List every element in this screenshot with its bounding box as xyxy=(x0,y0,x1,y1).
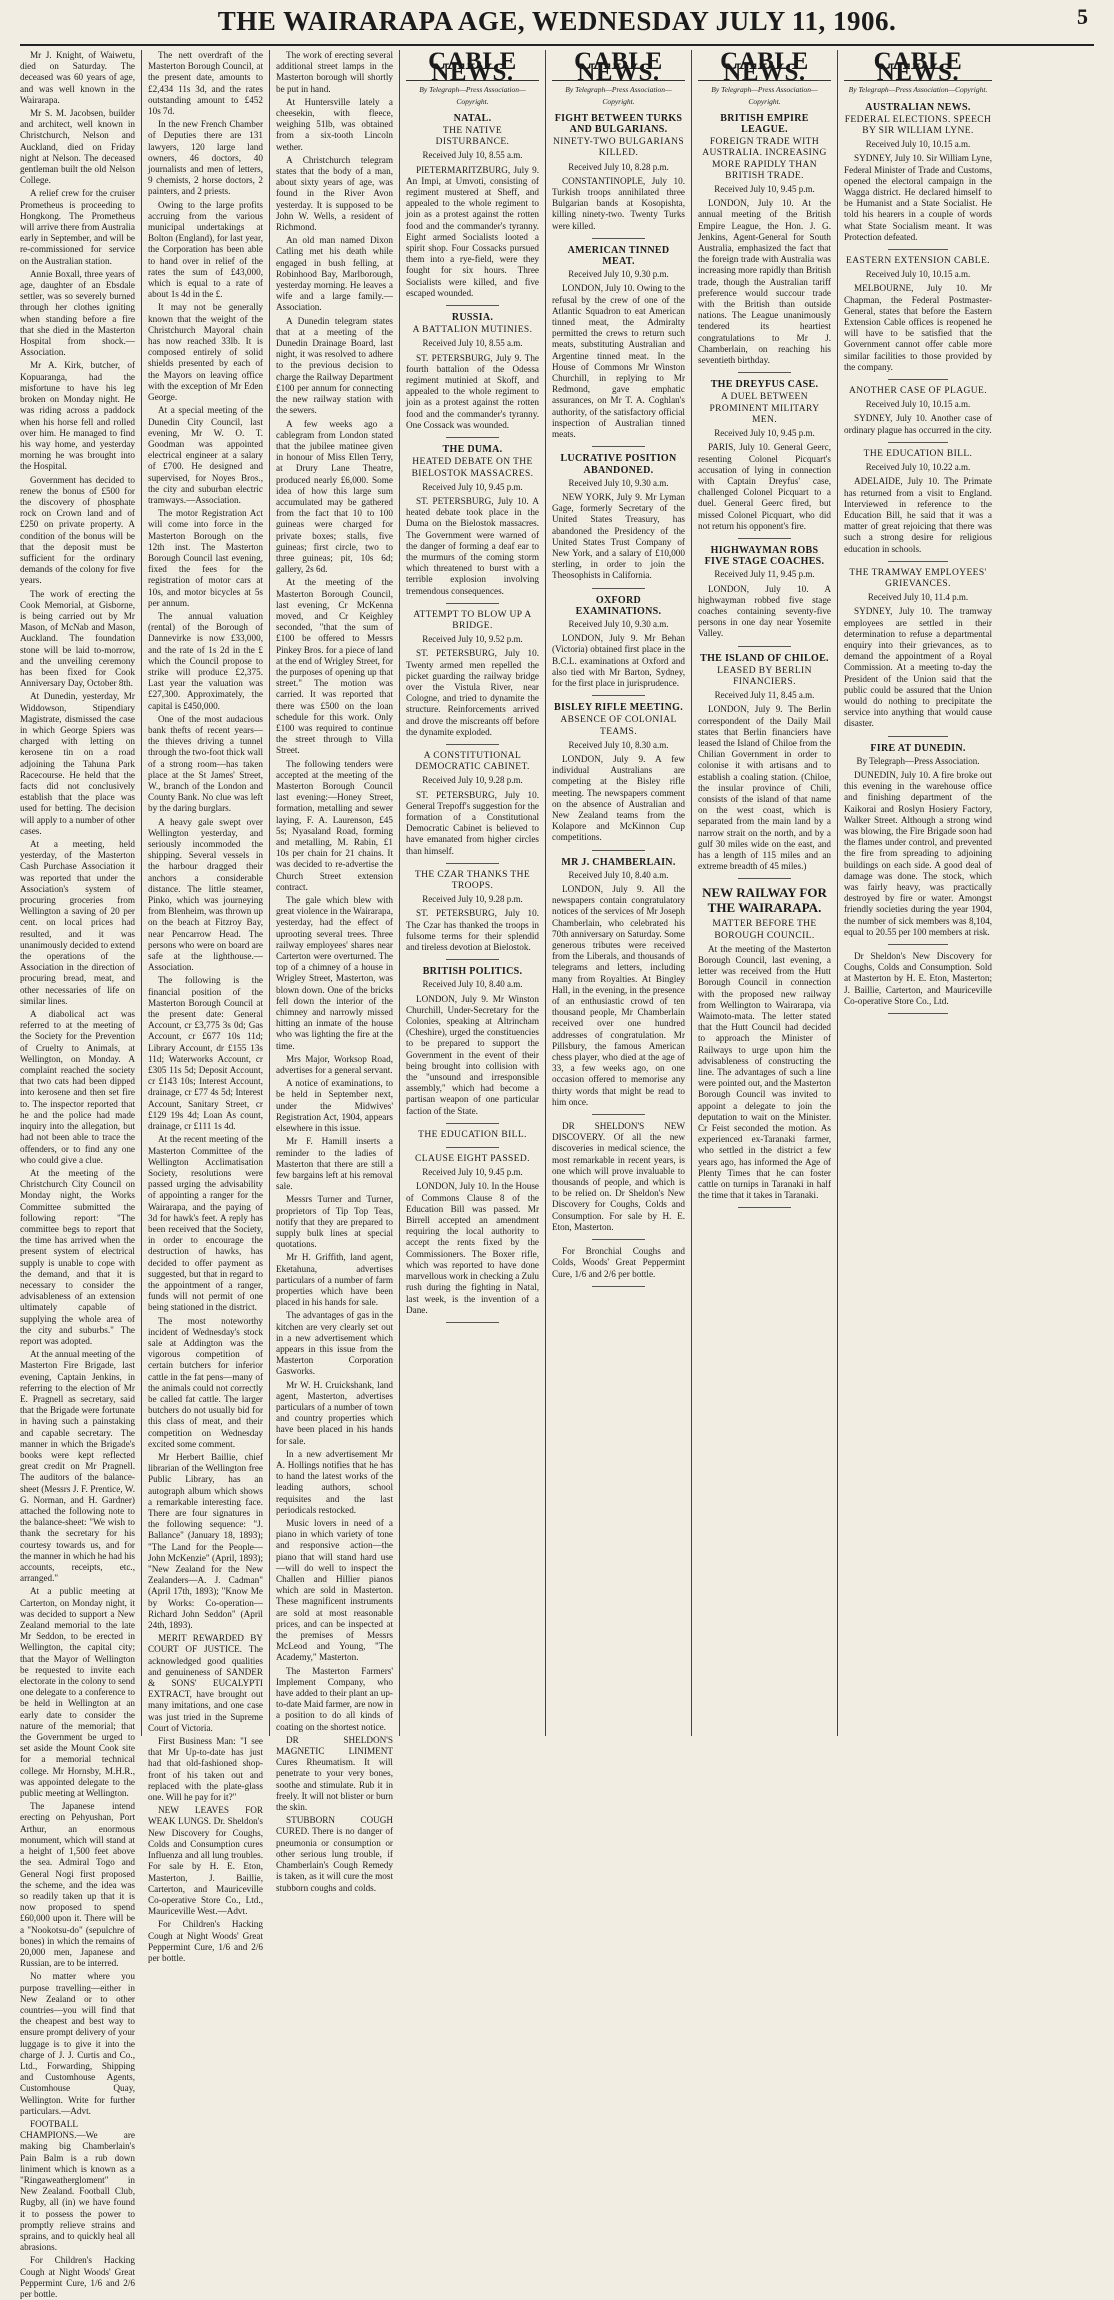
cable-news-heading: CABLE NEWS. xyxy=(406,50,539,81)
news-text: CONSTANTINOPLE, July 10. Turkish troops annihilated three Bulgarian bands at Kosopishta, killing ninety-two. Twenty Turks were killed. xyxy=(552,175,685,231)
received-dateline: Received July 10, 8.30 a.m. xyxy=(568,739,669,750)
article-paragraph: For Children's Hacking Cough at Night Woods' Great Peppermint Cure, 1/6 and 2/6 per bottle. xyxy=(148,1919,263,1963)
article-paragraph: At Huntersville lately a cheesekin, with fleece, weighing 51lb, was obtained from a six-tooth Lincoln wether. xyxy=(276,96,393,152)
cable-byline: By Telegraph—Press Association—Copyright. xyxy=(565,85,672,106)
cable-byline: By Telegraph—Press Association—Copyright. xyxy=(419,85,526,106)
news-text: LONDON, July 10. At the annual meeting of the British Empire League, the Hon. J. G. Jenkins, Agent-General for South Australia, emphasized the fact that the foreign trade with Australia was increasing more rapidly than British trade, though the Australian tariff preference would succour trade with the British than outside nations. The League unanimously tendered its heartiest congratulations to Mr J. Chamberlain, on reaching his seventieth birthday. xyxy=(698,198,831,366)
received-dateline: Received July 11, 8.45 a.m. xyxy=(714,690,815,701)
article-paragraph: One of the most audacious bank thefts of recent years—the thieves driving a tunnel through the two-foot thick wall of a strong room—has taken place at the St James' Street, W., branch of the London and County Bank. No clue was left by the daring burglars. xyxy=(148,713,263,814)
section-divider xyxy=(888,736,947,737)
section-divider xyxy=(446,305,499,306)
news-text: ADELAIDE, July 10. The Primate has returned from a visit to England. Interviewed in reference to the Education Bill, he said that it was a matter of great rejoicing that there was such a strong desire for religious education in schools. xyxy=(844,476,992,554)
section-subheading: THE CZAR THANKS THE TROOPS. xyxy=(414,869,531,891)
section-heading: BRITISH POLITICS. xyxy=(422,966,523,978)
column-4-cable-news xyxy=(400,50,546,1736)
section-heading: NATAL. xyxy=(453,112,492,124)
section-divider xyxy=(592,1239,645,1240)
article-paragraph: At Dunedin, yesterday, Mr Widdowson, Stipendiary Magistrate, dismissed the case in which George Spiers was charged with letting on kerosene tin on a road adjoining the Tahuna Park Racecourse. He held that the facts did not conclusively establish that the place was used for betting. The decision will apply to a number of other cases. xyxy=(20,691,135,836)
section-heading: FIGHT BETWEEN TURKS AND BULGARIANS. xyxy=(554,112,683,136)
received-dateline: Received July 10, 9.52 p.m. xyxy=(422,634,523,645)
news-text: LONDON, July 9. Mr Winston Churchill, Under-Secretary for the Colonies, speaking at Altrincham (Cheshire), urged the constituencies to be prepared to support the Government in the event of their being brought into collision with the "unsound and irresponsible assembly," which had become a partisan weapon of one particular faction of the State. xyxy=(406,993,539,1116)
news-text: LONDON, July 9. A few individual Australians are competing at the Bisley rifle meeting. The newspapers comment on the absence of Australian and New Zealand teams from the Kolapore and McKinnon Cup competitions. xyxy=(552,753,685,843)
section-heading: THE DREYFUS CASE. xyxy=(710,379,819,391)
section-divider xyxy=(738,646,791,647)
news-text: LONDON, July 9. Mr Behan (Victoria) obtained first place in the B.C.L. examinations at Oxford and also tied with Mr Barton, Sydney, for the first place in jurisprudence. xyxy=(552,633,685,688)
section-divider xyxy=(446,959,499,960)
section-subheading: FEDERAL ELECTIONS. SPEECH BY SIR WILLIAM LYNE. xyxy=(844,114,992,137)
received-dateline: Received July 10, 8.55 a.m. xyxy=(422,338,523,349)
article-paragraph: The most noteworthy incident of Wednesday's stock sale at Addington was the vigorous competition of certain butchers for inferior cattle in the fat pens—many of the animals could not correctly be called fat cattle. The larger butchers do not usually bid for this class of meat, and their competition on Wednesday excited some comment. xyxy=(148,1315,263,1449)
section-heading: HIGHWAYMAN ROBS FIVE STAGE COACHES. xyxy=(704,544,825,568)
news-text: ST. PETERSBURG, July 10. Twenty armed men repelled the picket guarding the railway bridge over the Vistula River, near Cologne, and tried to dynamite the structure. Reinforcements arrived and drove the miscreants off before the dynamite exploded. xyxy=(406,648,539,737)
section-subheading: A DUEL BETWEEN PROMINENT MILITARY MEN. xyxy=(709,392,820,425)
section-subheading: THE TRAMWAY EMPLOYEES' GRIEVANCES. xyxy=(849,567,987,589)
article-paragraph: A Dunedin telegram states that at a meeting of the Dunedin Drainage Board, last night, it was resolved to adhere to the previous decision to charge the Railway Department £100 per annum for connecting the new railway station with the sewers. xyxy=(276,315,393,416)
section-divider xyxy=(592,850,645,851)
article-paragraph: A relief crew for the cruiser Prometheus is proceeding to Hongkong. The Prometheus will arrive there from Australia early in September, and will be re-commissioned for service on the Australian station. xyxy=(20,188,135,266)
section-heading: BRITISH EMPIRE LEAGUE. xyxy=(720,112,809,136)
article-paragraph: Mr J. Knight, of Waiwetu, died on Saturday. The deceased was 60 years of age, and was well known in the Wairarapa. xyxy=(20,50,135,105)
section-divider xyxy=(888,561,947,562)
section-divider xyxy=(592,238,645,239)
section-divider xyxy=(446,863,499,864)
section-subheading: ANOTHER CASE OF PLAGUE. xyxy=(849,386,987,397)
section-divider xyxy=(446,1123,499,1124)
received-dateline: Received July 10, 9.30 p.m. xyxy=(568,269,669,280)
column-5-cable-news xyxy=(546,50,692,1736)
news-text: For Bronchial Coughs and Colds, Woods' Great Peppermint Cure, 1/6 and 2/6 per bottle. xyxy=(552,1246,685,1279)
section-heading: LUCRATIVE POSITION ABANDONED. xyxy=(560,453,677,476)
received-dateline: Received July 11, 9.45 p.m. xyxy=(714,569,815,580)
section-subheading: MATTER BEFORE THE BOROUGH COUNCIL. xyxy=(712,919,817,941)
news-text: PIETERMARITZBURG, July 9. An Impi, at Umvoti, consisting of regiment mustered at Sheff, and appealed to the whole regiment to join as a protest against the rotten food and the commander's tyranny. Eight armed Socialists looted a spirit shop. Four Cossacks pursued them into a rye-field, were they fought for six hours. Three Socialists were killed, and five escaped wounded. xyxy=(406,164,539,298)
article-paragraph: A few weeks ago a cablegram from London stated that the jubilee matinee given in honour of Miss Ellen Terry, at Drury Lane Theatre, produced nearly £6,000. Some idea of how this large sum accumulated may be gathered from the fact that 10 to 100 guineas were charged for private boxes; stalls, five guineas; first circle, two to three guineas; pit, 10s 6d; gallery, 2s 6d. xyxy=(276,418,393,575)
section-divider xyxy=(888,379,947,380)
article-paragraph: Mr Herbert Baillie, chief librarian of the Wellington free Public Library, has an autograph album which shows a remarkable interesting face. There are four signatures in the following sequence: "J. Ballance" (January 18, 1893); "The Land for the People—John McKenzie" (April, 1893); "New Zealand for the New Zealanders—A. J. Cadman" (April 17th, 1893); "Know Me by Works: Co-operation—Richard John Seddon" (April 24th, 1893). xyxy=(148,1451,263,1631)
article-paragraph: At the meeting of the Masterton Borough Council, last evening, Cr McKenna moved, and Cr Keighley seconded, "that the sum of £100 be offered to Messrs Pinkey Bros. for a piece of land at the end of Wrigley Street, for the purposes of opening up that street." The motion was carried. It was reported that there was £500 on the loan schedule for this work. Only £100 was required to continue the street through to Villa Street. xyxy=(276,577,393,756)
article-paragraph: In a new advertisement Mr A. Hollings notifies that he has to hand the latest works of the leading authors, school requisites and the last periodicals restocked. xyxy=(276,1448,393,1515)
article-paragraph: Messrs Turner and Turner, proprietors of Tip Top Teas, notify that they are prepared to supply bulk lines at special quotations. xyxy=(276,1194,393,1250)
news-text: LONDON, July 9. All the newspapers contain congratulatory notices of the services of Mr Joseph Chamberlain, who celebrated his 70th anniversary on Saturday. Some generous tributes were received from the Liberals, and thousands of telegrams and letters, including many from Royalties. At Bingley Hall, in the evening, in the presence of an enthusiastic crowd of ten thousand people, Mr Chamberlain received over one hundred addresses of congratulation. Mr Pillsbury, the famous American chess player, who died at the age of 33, a few weeks ago, on one occasion offered to memorise any thirty words that might be read to him once. xyxy=(552,884,685,1107)
section-divider xyxy=(592,1114,645,1115)
section-subheading: ATTEMPT TO BLOW UP A BRIDGE. xyxy=(413,609,532,631)
cable-news-heading: CABLE NEWS. xyxy=(844,50,992,81)
article-paragraph: A Christchurch telegram states that the body of a man, about sixty years of age, was found in the River Avon yesterday. It is supposed to be John W. Wells, a resident of Richmond. xyxy=(276,154,393,233)
received-dateline: Received July 10, 10.15 a.m. xyxy=(865,399,971,410)
article-paragraph: At a special meeting of the Dunedin City Council, last evening, Mr W. O. T. Goodman was appointed electrical engineer at a salary of £700. He designed and supervised, for Noyes Bros., the city and suburban electric tramways.—Association. xyxy=(148,405,263,505)
article-paragraph: The Japanese intend erecting on Pehyushan, Port Arthur, an enormous monument, which will stand at a height of 1,500 feet above the sea. Admiral Togo and General Nogi first proposed the scheme, and the idea was so readily taken up that it is now proposed to spend £60,000 upon it. There will be a "Nookotsu-do" (sepulchre of bones) in which the remains of 20,000 men, Japanese and Russian, are to be interred. xyxy=(20,1801,135,1969)
received-dateline: Received July 10, 9.30 a.m. xyxy=(568,618,669,629)
received-dateline: Received July 10, 8.55 a.m. xyxy=(422,150,523,161)
received-dateline: Received July 10, 9.28 p.m. xyxy=(422,894,523,905)
section-heading: NEW RAILWAY FOR THE WAIRARAPA. xyxy=(702,885,827,916)
section-subheading: THE EDUCATION BILL. xyxy=(863,448,973,459)
article-paragraph: At the annual meeting of the Masterton Fire Brigade, last evening, Captain Jenkins, in referring to the election of Mr E. Pragnell as secretary, said that the Brigade were fortunate in having such a painstaking and capable secretary. The manner in which the Brigade's books were kept reflected great credit on Mr Pragnell. The auditors of the balance-sheet (Messrs J. F. Prentice, W. G. Norman, and H. Gardner) attached the following note to the balance-sheet: "We wish to thank the secretary for his courtesy towards us, and for the manner in which he had his accounts, receipts, etc., arranged." xyxy=(20,1349,135,1584)
article-paragraph: A notice of examinations, to be held in September next, under the Midwives' Registration Act, 1904, appears elsewhere in this issue. xyxy=(276,1078,393,1134)
article-paragraph: The following is the financial position of the Masterton Borough Council at the present date: General Account, cr £3,775 3s 0d; Gas Account, cr £677 10s 11d; Library Account, dr £155 13s 11d; Waterworks Account, cr £305 11s 5d; Deposit Account, cr £143 10s; Interest Account, drainage, cr £77 4s 5d; Interest Account, Sanitary Street, cr £129 19s 4d; Loan As count, drainage, cr £111 1s 4d. xyxy=(148,975,263,1132)
news-text: ST. PETERSBURG, July 9. The fourth battalion of the Odessa regiment mutinied at Skoff, and appealed to the whole regiment to join as a protest against the rotten food and the commander's tyranny. One Cossack was wounded. xyxy=(406,352,539,430)
section-heading: OXFORD EXAMINATIONS. xyxy=(575,594,662,617)
news-text: LONDON, July 10. In the House of Commons Clause 8 of the Education Bill was passed. Mr Birrell accepted an amendment requiring the local authority to accept the rents fixed by the Commissioners. The Boxer rifle, which was reported to have done marvellous work in checking a Zulu rush during the fighting in Natal, last week, is the invention of a Dane. xyxy=(406,1181,539,1315)
cable-news-heading: CABLE NEWS. xyxy=(552,50,685,81)
section-divider xyxy=(446,744,499,745)
article-paragraph: Annie Boxall, three years of age, daughter of an Ebsdale settler, was so severely burned through her clothes igniting when standing before a fire that she died in the Masterton Hospital from shock.—Association. xyxy=(20,268,135,358)
received-dateline: Received July 10, 9.45 p.m. xyxy=(422,481,523,492)
column-6-cable-news xyxy=(692,50,838,1736)
article-paragraph: For Children's Hacking Cough at Night Woods' Great Peppermint Cure, 1/6 and 2/6 per bottle. xyxy=(20,2255,135,2300)
section-divider xyxy=(738,1207,791,1208)
newspaper-title: THE WAIRARAPA AGE, WEDNESDAY JULY 11, 1906. xyxy=(217,6,897,36)
article-paragraph: At the meeting of the Christchurch City Council on Monday night, the Works Committee submitted the following report: "The committee begs to report that the time has arrived when the present system of electrical supply is unable to cope with the demand, and that it is necessary to consider the advisableness of an extension ultimately capable of supplying the whole area of the city and suburbs." The report was adopted. xyxy=(20,1167,135,1346)
article-paragraph: STUBBORN COUGH CURED. There is no danger of pneumonia or consumption or other serious lung trouble, if Chamberlain's Cough Remedy is taken, as it will cure the most stubborn coughs and colds. xyxy=(276,1815,393,1893)
section-divider xyxy=(738,878,791,879)
article-paragraph: It may not be generally known that the weight of the Christchurch Mayoral chain has now reached 33lb. It is composed entirely of solid shields presented by each of the Mayors on leaving office with the exception of Mr Eden George. xyxy=(148,302,263,403)
section-divider xyxy=(446,437,499,438)
section-subheading: ABSENCE OF COLONIAL TEAMS. xyxy=(560,715,677,737)
received-dateline: Received July 10, 10.22 a.m. xyxy=(865,462,971,473)
section-subheading: A CONSTITUTIONAL DEMOCRATIC CABINET. xyxy=(415,750,530,773)
section-divider xyxy=(738,538,791,539)
column-1 xyxy=(14,50,142,2300)
article-paragraph: Mr S. M. Jacobsen, builder and architect, well known in Christchurch, Nelson and Auckland, died on Friday night at Nelson. The deceased gentleman built the old Nelson College. xyxy=(20,108,135,186)
section-divider xyxy=(446,1322,499,1323)
article-paragraph: Mr A. Kirk, butcher, of Kopuaranga, had the misfortune to have his leg broken on Monday night. He was riding across a paddock when his horse fell and rolled over him. He managed to find his way home, and yesterday morning he was brought into the Hospital. xyxy=(20,360,135,472)
news-text: LONDON, July 9. The Berlin correspondent of the Daily Mail states that Berlin financiers have leased the Island of Chiloe from the Chilian Government in order to colonise it with artisans and to establish a coaling station. (Chiloe, the insular province of Chili, consists of the island of that name on the west coast, which is separated from the main land by a narrow strait on the north, and by a gulf 30 miles wide on the east, and has a length of 115 miles and an extreme breadth of 45 miles.) xyxy=(698,704,831,872)
article-paragraph: The following tenders were accepted at the meeting of the Masterton Borough Council last evening:—Honey Street, formation, metalling and sewer laying, F. A. Laurenson, £45 5s; Nyasaland Road, forming and metalling, M. Rabin, £1 10s per chain for 21 chains. It was decided to re-advertise the Church Street extension contract. xyxy=(276,758,393,892)
section-heading: MR J. CHAMBERLAIN. xyxy=(561,856,676,868)
article-paragraph: The gale which blew with great violence in the Wairarapa, yesterday, had the effect of uprooting several trees. Three railway employees' shares near Carterton were overturned. The top of a chimney of a house in Wrigley Street, Masterton, was blown down. One of the bricks fell down the interior of the chimney and narrowly missed hitting an inmate of the house who was lighting the fire at the time. xyxy=(276,895,393,1051)
section-subheading: LEASED BY BERLIN FINANCIERS. xyxy=(717,665,812,687)
section-divider xyxy=(888,442,947,443)
section-heading: RUSSIA. xyxy=(451,312,494,324)
article-paragraph: MERIT REWARDED BY COURT OF JUSTICE. The acknowledged good qualities and genuineness of SANDER & SONS' EUCALYPTI EXTRACT, have brought out many imitations, and one case was just tried in the Supreme Court of Victoria. xyxy=(148,1633,263,1733)
article-paragraph: The motor Registration Act will come into force in the Masterton Borough on the 12th inst. The Masterton Borough Council last evening, fixed the fees for the registration of motor cars at 10s, and motor bicycles at 5s per annum. xyxy=(148,508,263,608)
section-divider xyxy=(888,249,947,250)
section-heading: THE ISLAND OF CHILOE. xyxy=(700,652,829,664)
article-paragraph: Government has decided to renew the bonus of £500 for the discovery of phosphate rock on Crown land and of £250 on private property. A condition of the bonus will be that the deposit must be sufficient for the ordinary demands of the colony for five years. xyxy=(20,474,135,586)
section-divider xyxy=(592,588,645,589)
article-paragraph: First Business Man: "I see that Mr Up-to-date has just had that old-fashioned shop-front of his taken out and replaced with the plate-glass one. Will he pay for it?" xyxy=(148,1736,263,1803)
article-paragraph: An old man named Dixon Catling met his death while engaged in bush felling, at Robinhood Bay, Marlborough, yesterday morning. He leaves a wife and a large family.—Association. xyxy=(276,235,393,313)
news-text: DR SHELDON'S NEW DISCOVERY. Of all the new discoveries in medical science, the most remarkable in recent years, is one which will prove invaluable to thousands of people, and which is to be relied on. Dr Sheldon's New Discovery for Coughs, Colds and Consumption. For sale by H. E. Eton, Masterton. xyxy=(552,1121,685,1232)
news-text: Dr Sheldon's New Discovery for Coughs, Colds and Consumption. Sold at Masterton by H. E. Eton, Masterton; J. Baillie, Carterton, and Mauriceville Co-operative Store Co., Ltd. xyxy=(844,951,992,1006)
article-paragraph: The annual valuation (rental) of the Borough of Dannevirke is now £33,000, and the rate of 1s 2d in the £ which the Council propose to strike will produce £2,375. Last year the valuation was £27,300. Approximately, the capital is £450,000. xyxy=(148,610,263,711)
news-text: ST. PETERSBURG, July 10. A heated debate took place in the Duma on the Bielostok massacres. The Government were warned of the danger of forming a deaf ear to the murmurs of the coming storm which threatened to burst with a terrible explosion involving tremendous consequences. xyxy=(406,495,539,596)
article-paragraph: The work of erecting the Cook Memorial, at Gisborne, is being carried out by Mr Mason, of McNab and Mason, Auckland. The foundation stone will be laid to-morrow, and the unveiling ceremony has been fixed for Cook Anniversary Day, October 8th. xyxy=(20,588,135,689)
masthead xyxy=(20,0,1094,46)
article-paragraph: The advantages of gas in the kitchen are very clearly set out in a new advertisement which appears in this issue from the Masterton Corporation Gasworks. xyxy=(276,1310,393,1377)
article-paragraph: Mr H. Griffith, land agent, Eketahuna, advertises particulars of a number of farm properties which have been placed in his hands for sale. xyxy=(276,1252,393,1308)
section-heading: AUSTRALIAN NEWS. xyxy=(865,101,971,113)
article-paragraph: At a meeting, held yesterday, of the Masterton Cash Purchase Association it was reported that under the Association's system of procuring groceries from Wellington a saving of 20 per cent. on local prices had resulted, and it was unanimously decided to extend the operations of the Association in the direction of procuring bread, meat, and other necessaries of life on similar lines. xyxy=(20,839,135,1006)
article-paragraph: The Masterton Farmers' Implement Company, who have added to their plant an up-to-date Maid farmer, are now in a position to do all kinds of coating on the shortest notice. xyxy=(276,1665,393,1732)
section-divider xyxy=(446,1147,499,1148)
news-text: LONDON, July 10. A highwayman robbed five stage coaches containing seventy-five persons in one day near Yosemite Valley. xyxy=(698,583,831,639)
received-dateline: Received July 10, 8.40 a.m. xyxy=(422,979,523,990)
section-heading: BISLEY RIFLE MEETING. xyxy=(553,702,683,714)
article-paragraph: Music lovers in need of a piano in which variety of tone and responsive action—the piano that will stand hard use—will do well to inspect the Challen and Hillier pianos which are sold in Masterton. These magnificent instruments are sold at most reasonable prices, and can be inspected at the premises of Messrs McLeod and Young, "The Academy," Masterton. xyxy=(276,1518,393,1663)
article-paragraph: NEW LEAVES FOR WEAK LUNGS. Dr. Sheldon's New Discovery for Coughs, Colds and Consumption cures Influenza and all lung troubles. For sale by H. E. Eton, Masterton, J. Baillie, Carterton, and Mauriceville Co-operative Store Co., Ltd., Mauriceville West.—Advt. xyxy=(148,1805,263,1917)
article-paragraph: FOOTBALL CHAMPIONS.—We are making big Chamberlain's Pain Balm is a rub down liniment which is known as a "Ringaweathergloment" in New Zealand. Football Club, Rugby, all (in) we have found it to possess the power to promptly relieve strains and sprains, and to quickly heal all abrasions. xyxy=(20,2118,135,2253)
news-text: DUNEDIN, July 10. A fire broke out this evening in the warehouse office and finishing department of the Kaikorai and Roslyn Hosiery Factory, Walker Street. Although a strong wind was blowing, the Fire Brigade soon had the flames under control, and prevented the fire from spreading to adjoining buildings on each side. A good deal of damage was done. The stock, which was fairly heavy, was practically destroyed by fire or water. Amongst friendly societies during the year 1904, the number of sick members was 8,104, equal to 20.55 per 100 members at risk. xyxy=(844,769,992,937)
cable-byline: By Telegraph—Press Association—Copyright. xyxy=(711,85,818,106)
received-dateline: Received July 10, 8.28 p.m. xyxy=(568,161,669,172)
news-text: MELBOURNE, July 10. Mr Chapman, the Federal Postmaster-General, states that before the Eastern Extension Cable offices is reopened he will have to be satisfied that the Government cannot offer cable more similar facilities to those provided by the company. xyxy=(844,283,992,372)
article-paragraph: A heavy gale swept over Wellington yesterday, and seriously incommoded the shipping. Several vessels in the harbour dragged their anchors a considerable distance. The little steamer, Pinko, which was journeying from Blenheim, was thrown up on the beach at Fitzroy Bay, near Pencarrow Head. The persons who were on board are safe at the lighthouse.—Association. xyxy=(148,816,263,973)
received-dateline: Received July 10, 9.45 p.m. xyxy=(714,184,815,195)
news-text: PARIS, July 10. General Geerc, resenting Colonel Picquart's accusation of lying in connection with Captain Dreyfus' case, challenged Colonel Picquart to a duel. General Geerc fired, but missed Colonel Picquart, who did not return his opponent's fire. xyxy=(698,442,831,531)
section-heading: AMERICAN TINNED MEAT. xyxy=(567,244,670,268)
article-paragraph: Owing to the large profits accruing from the various municipal undertakings at Bolton (England), for last year, the Corporation has been able to hand over in relief of the rates the sum of £43,000, which is equal to a rate of about 1s 4d in the £. xyxy=(148,199,263,300)
received-dateline: Received July 10, 10.15 a.m. xyxy=(865,269,971,280)
section-subheading: THE EDUCATION BILL. xyxy=(418,1129,527,1140)
article-paragraph: The work of erecting several additional street lamps in the Masterton borough will shortly be put in hand. xyxy=(276,50,393,94)
received-dateline: Received July 10, 8.40 a.m. xyxy=(568,869,669,880)
section-divider xyxy=(738,372,791,373)
article-paragraph: The nett overdraft of the Masterton Borough Council, at the present date, amounts to £2,434 11s 3d, and the rates outstanding amount to £452 10s 7d. xyxy=(148,50,263,117)
section-heading: THE DUMA. xyxy=(442,444,503,456)
received-dateline: Received July 10, 9.45 p.m. xyxy=(714,428,815,439)
received-dateline: By Telegraph—Press Association. xyxy=(856,755,980,766)
news-text: At the meeting of the Masterton Borough Council, last evening, a letter was received from the Hutt Borough Council in connection with the proposed new railway from Wellington to Wairarapa, via Waimoto-mata. The letter stated that the Hutt Council had decided to approach the Minister of Railways to urge upon him the advisableness of constructing the line. The advantages of such a line were pointed out, and the Masterton Borough Council was invited to appoint a delegate to join the deputation to wait on the Minister. Cr Feist seconded the motion. As experienced ex-Taranaki farmer, who settled in the district a few years ago, has informed the Age of Plenty Times that he can foster cattle on turnips in Taranaki in half the time that it takes in Taranaki. xyxy=(698,943,831,1201)
news-text: SYDNEY, July 10. The tramway employees are settled in their determination to refuse a departmental enquiry into their grievances, as to demand the appointment of a Royal Commission. At a meeting to-day the President of the Union said that the public could be assured that the Union would do nothing to precipitate the service into anything that would cause disaster. xyxy=(844,606,992,729)
article-paragraph: Mr W. H. Cruickshank, land agent, Masterton, advertises particulars of a number of town and country properties which have been placed in his hands for sale. xyxy=(276,1379,393,1446)
news-text: SYDNEY, July 10. Sir William Lyne, Federal Minister of Trade and Customs, opened the electoral campaign in the Wagga district. He declared himself to be Humanist and a State Socialist. He told his hearers in a couple of words what State Socialism meant. It was Protection defeated. xyxy=(844,153,992,242)
section-subheading: HEATED DEBATE ON THE BIELOSTOK MASSACRES. xyxy=(411,457,534,479)
received-dateline: Received July 10, 9.45 p.m. xyxy=(422,1167,523,1178)
article-paragraph: In the new French Chamber of Deputies there are 131 lawyers, 120 large land owners, 46 doctors, 40 journalists and men of letters, 9 chemists, 2 horse doctors, 2 painters, and 2 priests. xyxy=(148,119,263,197)
section-divider xyxy=(888,944,947,945)
news-text: SYDNEY, July 10. Another case of ordinary plague has occurred in the city. xyxy=(844,413,992,435)
received-dateline: Received July 10, 11.4 p.m. xyxy=(867,592,969,603)
received-dateline: Received July 10, 10.15 a.m. xyxy=(865,139,971,150)
news-text: ST. PETERSBURG, July 10. General Trepoff's suggestion for the formation of a Constitutional Democratic Cabinet is believed to have emanated from higher circles than himself. xyxy=(406,789,539,856)
article-paragraph: Mr F. Hamill inserts a reminder to the ladies of Masterton that there are still a few bargains left at his removal sale. xyxy=(276,1136,393,1192)
column-7-cable-news xyxy=(838,50,998,1736)
section-subheading: CLAUSE EIGHT PASSED. xyxy=(415,1154,530,1165)
column-3 xyxy=(270,50,400,1893)
columns xyxy=(14,48,1100,2300)
section-subheading: A BATTALION MUTINIES. xyxy=(412,325,533,336)
news-text: NEW YORK, July 9. Mr Lyman Gage, formerly Secretary of the United States Treasury, has abandoned the Presidency of the United States Trust Company of New York, and a salary of £10,000 sterling, in order to join the Theosophists in California. xyxy=(552,491,685,581)
news-text: ST. PETERSBURG, July 10. The Czar has thanked the troops in fulsome terms for their splendid and tireless devotion at Bielostok. xyxy=(406,908,539,953)
received-dateline: Received July 10, 9.30 a.m. xyxy=(568,477,669,488)
article-paragraph: No matter where you purpose travelling—either in New Zealand or to other countries—you will find that the cheapest and best way to ensure prompt delivery of your luggage is to give it into the charge of J. J. Curtis and Co., Ltd., Forwarding, Shipping and Customhouse Agents, Customhouse Quay, Wellington. Write for further particulars.—Advt. xyxy=(20,1971,135,2116)
section-divider xyxy=(592,1286,645,1287)
section-subheading: THE NATIVE DISTURBANCE. xyxy=(435,126,510,148)
section-subheading: FOREIGN TRADE WITH AUSTRALIA. INCREASING MORE RAPIDLY THAN BRITISH TRADE. xyxy=(702,137,827,181)
cable-byline: By Telegraph—Press Association—Copyright. xyxy=(848,85,988,95)
article-paragraph: Mrs Major, Worksop Road, advertises for a general servant. xyxy=(276,1053,393,1076)
section-divider xyxy=(592,695,645,696)
section-divider xyxy=(446,603,499,604)
section-divider xyxy=(592,446,645,447)
article-paragraph: DR SHELDON'S MAGNETIC LINIMENT Cures Rheumatism. It will penetrate to your very bones, soothe and stimulate. Rub it in freely. It will not blister or burn the skin. xyxy=(276,1734,393,1813)
received-dateline: Received July 10, 9.28 p.m. xyxy=(422,775,523,786)
article-paragraph: At a public meeting at Carterton, on Monday night, it was decided to support a New Zealand memorial to the late Mr Seddon, to be erected in Wellington, the capital city; that the Mayor of Wellington be requested to invite each electorate in the colony to send one delegate to a conference to be held in Wellington at an early date to consider the nature of the memorial; that the Government be urged to set aside the Mount Cook site for a memorial technical college. Mr Hornsby, M.H.R., was appointed delegate to the public meeting at Wellington. xyxy=(20,1586,135,1799)
section-divider xyxy=(888,1013,947,1014)
article-paragraph: A diabolical act was referred to at the meeting of the Society for the Prevention of Cruelty to Animals, at Wellington, on Monday. A complaint reached the society that two cats had been dipped into kerosene and then set fire to. The inspector reported that he and the police had made inquiry into the allegation, but had not been able to trace the offenders, or to find any one who could give a clue. xyxy=(20,1009,135,1165)
section-subheading: EASTERN EXTENSION CABLE. xyxy=(846,256,990,267)
section-heading: FIRE AT DUNEDIN. xyxy=(870,742,966,754)
article-paragraph: At the recent meeting of the Masterton Committee of the Wellington Acclimatisation Society, resolutions were passed urging the advisability of appointing a ranger for the Wairarapa, and the paying of 3d for hawk's feet. A reply has been received that the Society, in order to encourage the destruction of hawks, has decided to offer payment as suggested, but that in regard to the appointment of a ranger, funds will not permit of one being stationed in the district. xyxy=(148,1134,263,1313)
cable-news-heading: CABLE NEWS. xyxy=(698,50,831,81)
page-number: 5 xyxy=(1077,4,1088,29)
news-text: LONDON, July 10. Owing to the refusal by the crew of one of the Atlantic Squadron to eat American tinned meat, the Admiralty permitted the crews to return such meats, substituting Australian and Argentine tinned meat. In the House of Commons Mr Winston Churchill, in replying to Mr Redmond, gave emphatic assurances, on Mr T. A. Coghlan's authority, of the satisfactory official inspection of Australian tinned meats. xyxy=(552,283,685,440)
section-subheading: NINETY-TWO BULGARIANS KILLED. xyxy=(552,137,685,159)
column-2 xyxy=(142,50,270,1963)
